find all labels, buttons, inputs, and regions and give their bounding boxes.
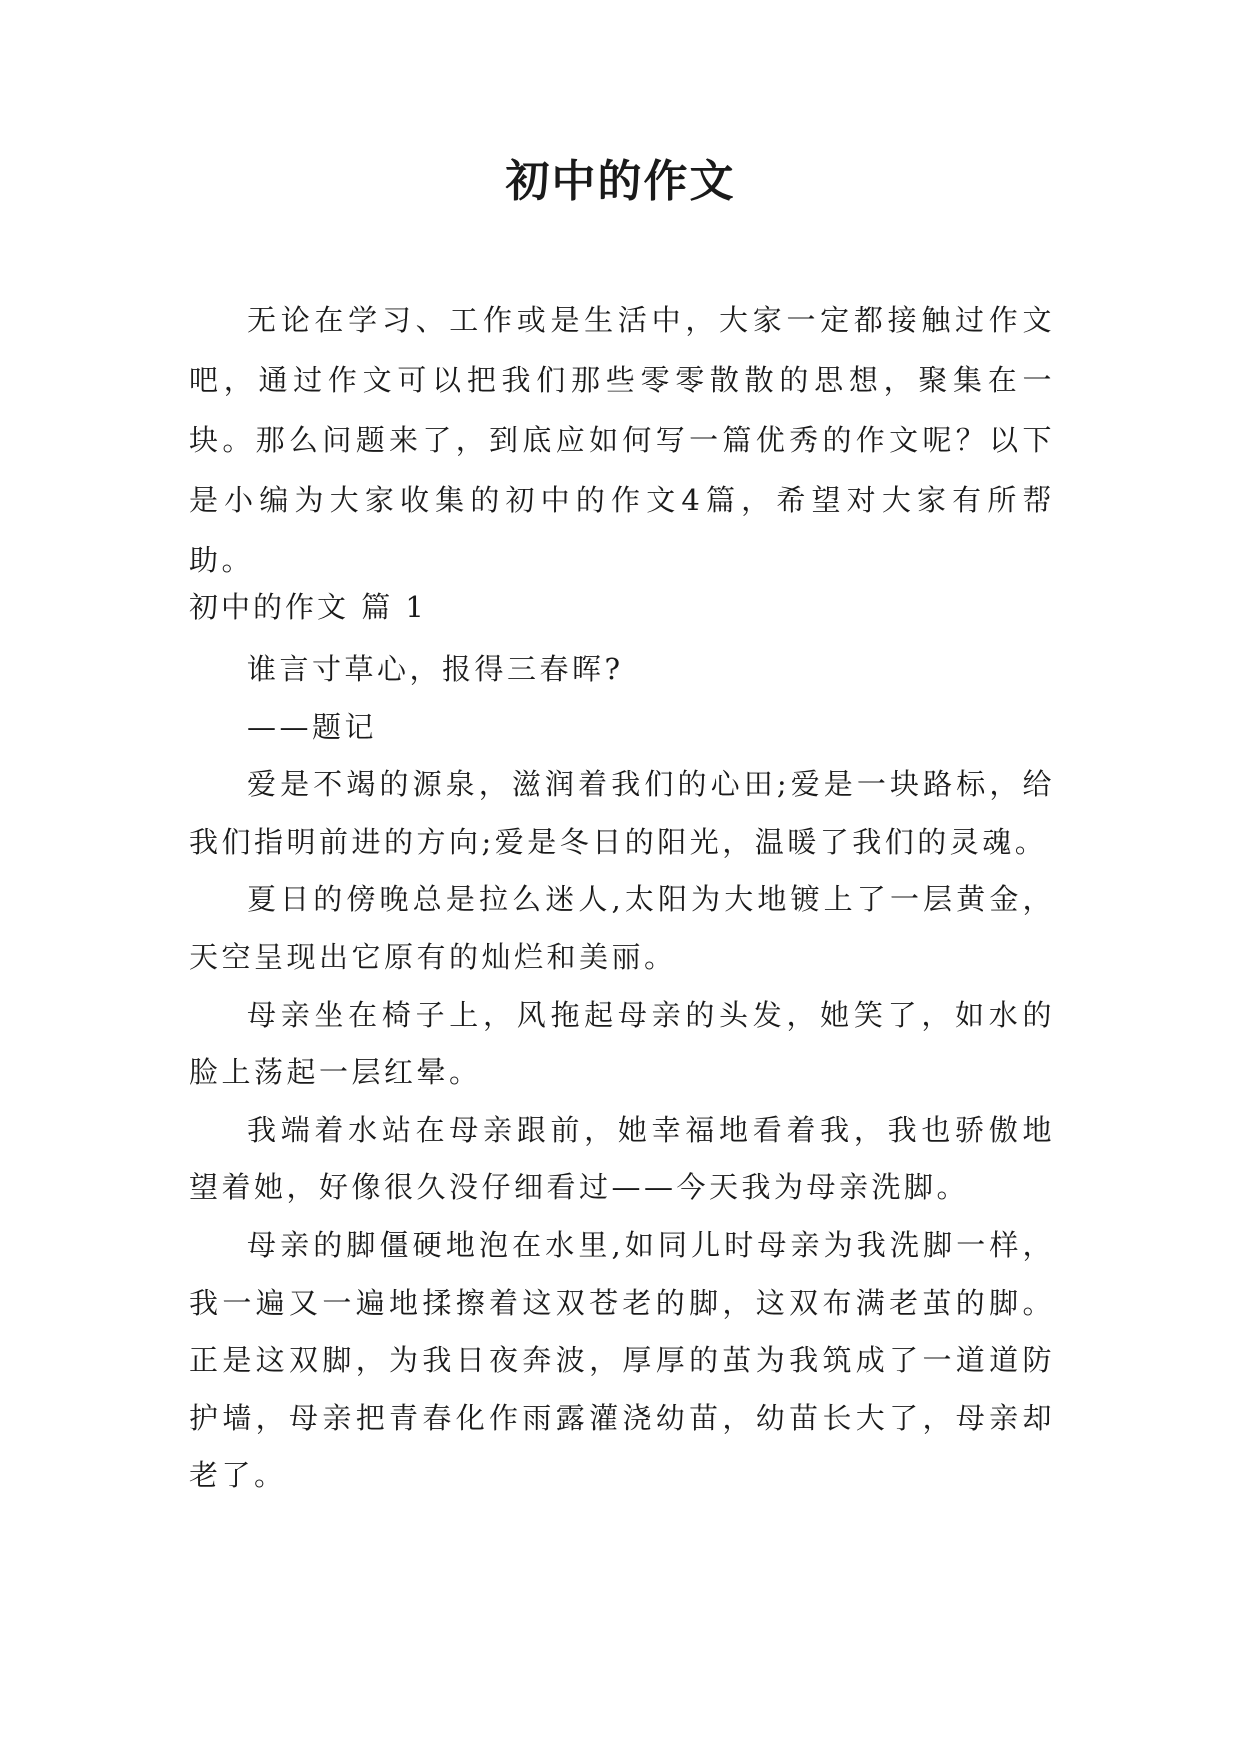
intro-paragraph: 无论在学习、工作或是生活中，大家一定都接触过作文吧，通过作文可以把我们那些零零散散的思想，聚集在一块。那么问题来了，到底应如何写一篇优秀的作文呢？以下是小编为大家收集的初中的作文4篇，希望对大家有所帮助。 <box>189 303 1055 577</box>
body-paragraph: 我端着水站在母亲跟前，她幸福地看着我，我也骄傲地望着她，好像很久没仔细看过——今天我为母亲洗脚。 <box>189 1112 1055 1205</box>
body-paragraph: 爱是不竭的源泉，滋润着我们的心田;爱是一块路标，给我们指明前进的方向;爱是冬日的阳光，温暖了我们的灵魂。 <box>189 767 1055 859</box>
epigraph-attribution: ——题记 <box>247 709 378 744</box>
body-paragraph: 母亲坐在椅子上，风拖起母亲的头发，她笑了，如水的脸上荡起一层红晕。 <box>189 997 1055 1090</box>
essay-body <box>189 641 1055 1505</box>
section-heading: 初中的作文 篇 1 <box>189 590 427 624</box>
document-title: 初中的作文 <box>505 156 736 207</box>
epigraph-line: 谁言寸草心，报得三春晖? <box>247 652 624 686</box>
body-paragraph: 夏日的傍晚总是拉么迷人,太阳为大地镀上了一层黄金，天空呈现出它原有的灿烂和美丽。 <box>189 882 1055 974</box>
body-paragraph: 母亲的脚僵硬地泡在水里,如同儿时母亲为我洗脚一样，我一遍又一遍地揉擦着这双苍老的脚，这双布满老茧的脚。正是这双脚，为我日夜奔波，厚厚的茧为我筑成了一道道防护墙，母亲把青春化作雨露灌浇幼苗，幼苗长大了，母亲却老了。 <box>189 1227 1055 1493</box>
